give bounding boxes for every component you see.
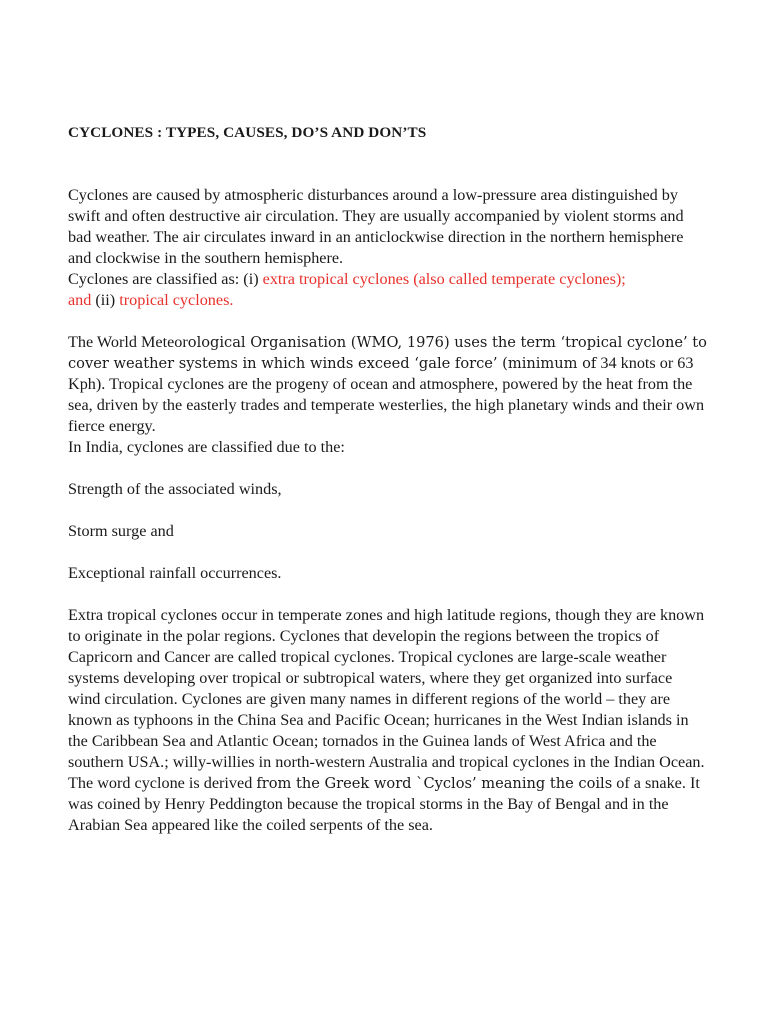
wmo-part-1: The World Meteor: [68, 333, 188, 351]
wmo-part-3: 34 knots or 63 Kph). Tropical cyclones are the progeny of ocean and atmosphere, powered by the heat from the sea, driven by the easterly trades and temperate westerlies, the high planetary winds and their own fierce energy.: [68, 354, 705, 435]
intro-paragraph: Cyclones are caused by atmospheric disturbances around a low-pressure area distinguished by swift and often destructive air circulation. They are usually accompanied by violent storms and bad weather. The air circulates inward in an anticlockwise direction in the northern hemisphere and clockwise in the southern hemisphere.: [68, 186, 684, 267]
criteria-item: Exceptional rainfall occurrences.: [68, 564, 282, 582]
final-paragraph: [68, 605, 708, 836]
document-page: [68, 122, 708, 836]
classification-paragraph: [68, 269, 708, 311]
final-part-3: of a snake. It was coined by Henry Peddington because the tropical storms in the Bay of Bengal and in the Arabian Sea appeared like the coiled serpents of the sea.: [68, 774, 700, 834]
wmo-part-2: ological Organisation (WMO, 1976) uses the term ‘tropical cyclone’ to cover weather systems in which winds exceed ‘gale force’ (minimum of: [68, 334, 707, 372]
classification-prefix: Cyclones are classified as: (i): [68, 270, 263, 288]
final-part-1: Extra tropical cyclones occur in temperate zones and high latitude regions, though they are known to originate in the polar regions. Cyclones that developin the regions between the tropics of Capricorn and Cancer are called tropical cyclones. Tropical cyclones are large-scale weather systems developing over tropical or subtropical waters, where they get organized into surface wind circulation. Cyclones are given many names in different regions of the world – they are known as typhoons in the China Sea and Pacific Ocean; hurricanes in the West Indian islands in the Caribbean Sea and Atlantic Ocean; tornados in the Guinea lands of West Africa and the southern USA.; willy-willies in north-western Australia and tropical cyclones in the Indian Ocean. The word cyclone is derived: [68, 606, 705, 792]
wmo-paragraph: [68, 332, 708, 437]
tropical-highlight: tropical cyclones.: [119, 291, 234, 309]
classification-middle: (ii): [91, 291, 120, 309]
criteria-item: Strength of the associated winds,: [68, 480, 282, 498]
extra-tropical-highlight: extra tropical cyclones (also called temperate cyclones);: [262, 270, 626, 288]
and-highlight: and: [68, 291, 92, 309]
final-part-2: from the Greek word `Cyclos’ meaning the coils: [256, 775, 613, 792]
document-title: CYCLONES : TYPES, CAUSES, DO’S AND DON’TS: [68, 124, 427, 141]
india-intro: In India, cyclones are classified due to the:: [68, 438, 345, 456]
criteria-item: Storm surge and: [68, 522, 174, 540]
